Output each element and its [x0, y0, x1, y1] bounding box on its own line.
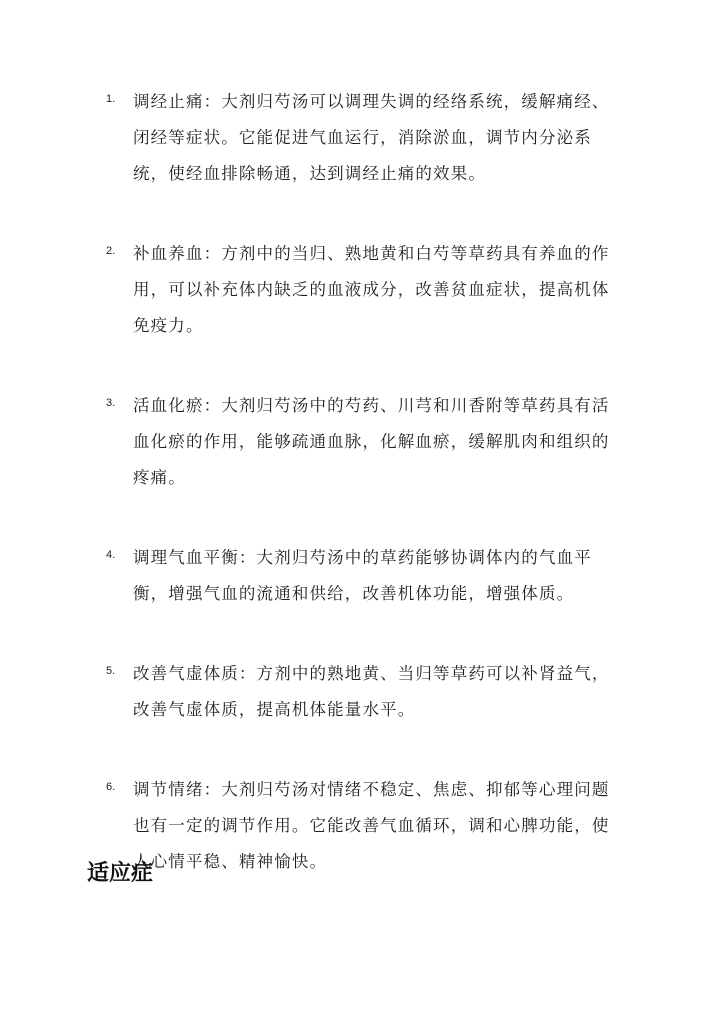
list-item: [106, 540, 626, 612]
list-item-text: 调经止痛：大剂归芍汤可以调理失调的经络系统，缓解痛经、闭经等症状。它能促进气血运行，消除淤血，调节内分泌系统，使经血排除畅通，达到调经止痛的效果。: [133, 92, 610, 183]
list-item-text: 活血化瘀：大剂归芍汤中的芍药、川芎和川香附等草药具有活血化瘀的作用，能够疏通血脉，化解血瘀，缓解肌肉和组织的疼痛。: [133, 396, 610, 487]
list-item: [106, 236, 626, 344]
list-item-number: 4.: [106, 549, 116, 561]
list-item: [106, 84, 626, 192]
list-item-number: 3.: [106, 397, 116, 409]
list-item-number: 2.: [106, 245, 116, 257]
list-item: [106, 772, 626, 880]
list-item-number: 5.: [106, 665, 116, 677]
list-item-text: 补血养血：方剂中的当归、熟地黄和白芍等草药具有养血的作用，可以补充体内缺乏的血液成分，改善贫血症状，提高机体免疫力。: [133, 244, 610, 335]
list-item-number: 1.: [106, 93, 116, 105]
list-item: [106, 388, 626, 496]
list-item: [106, 656, 626, 728]
list-item-text: 调理气血平衡：大剂归芍汤中的草药能够协调体内的气血平衡，增强气血的流通和供给，改善机体功能，增强体质。: [133, 548, 592, 603]
section-heading: 适应症: [87, 860, 154, 886]
list-item-text: 改善气虚体质：方剂中的熟地黄、当归等草药可以补肾益气，改善气虚体质，提高机体能量水平。: [133, 664, 610, 719]
list-item-text: 调节情绪：大剂归芍汤对情绪不稳定、焦虑、抑郁等心理问题也有一定的调节作用。它能改善气血循环，调和心脾功能，使人心情平稳、精神愉快。: [133, 780, 610, 871]
list-item-number: 6.: [106, 781, 116, 793]
effects-list: [106, 84, 626, 924]
